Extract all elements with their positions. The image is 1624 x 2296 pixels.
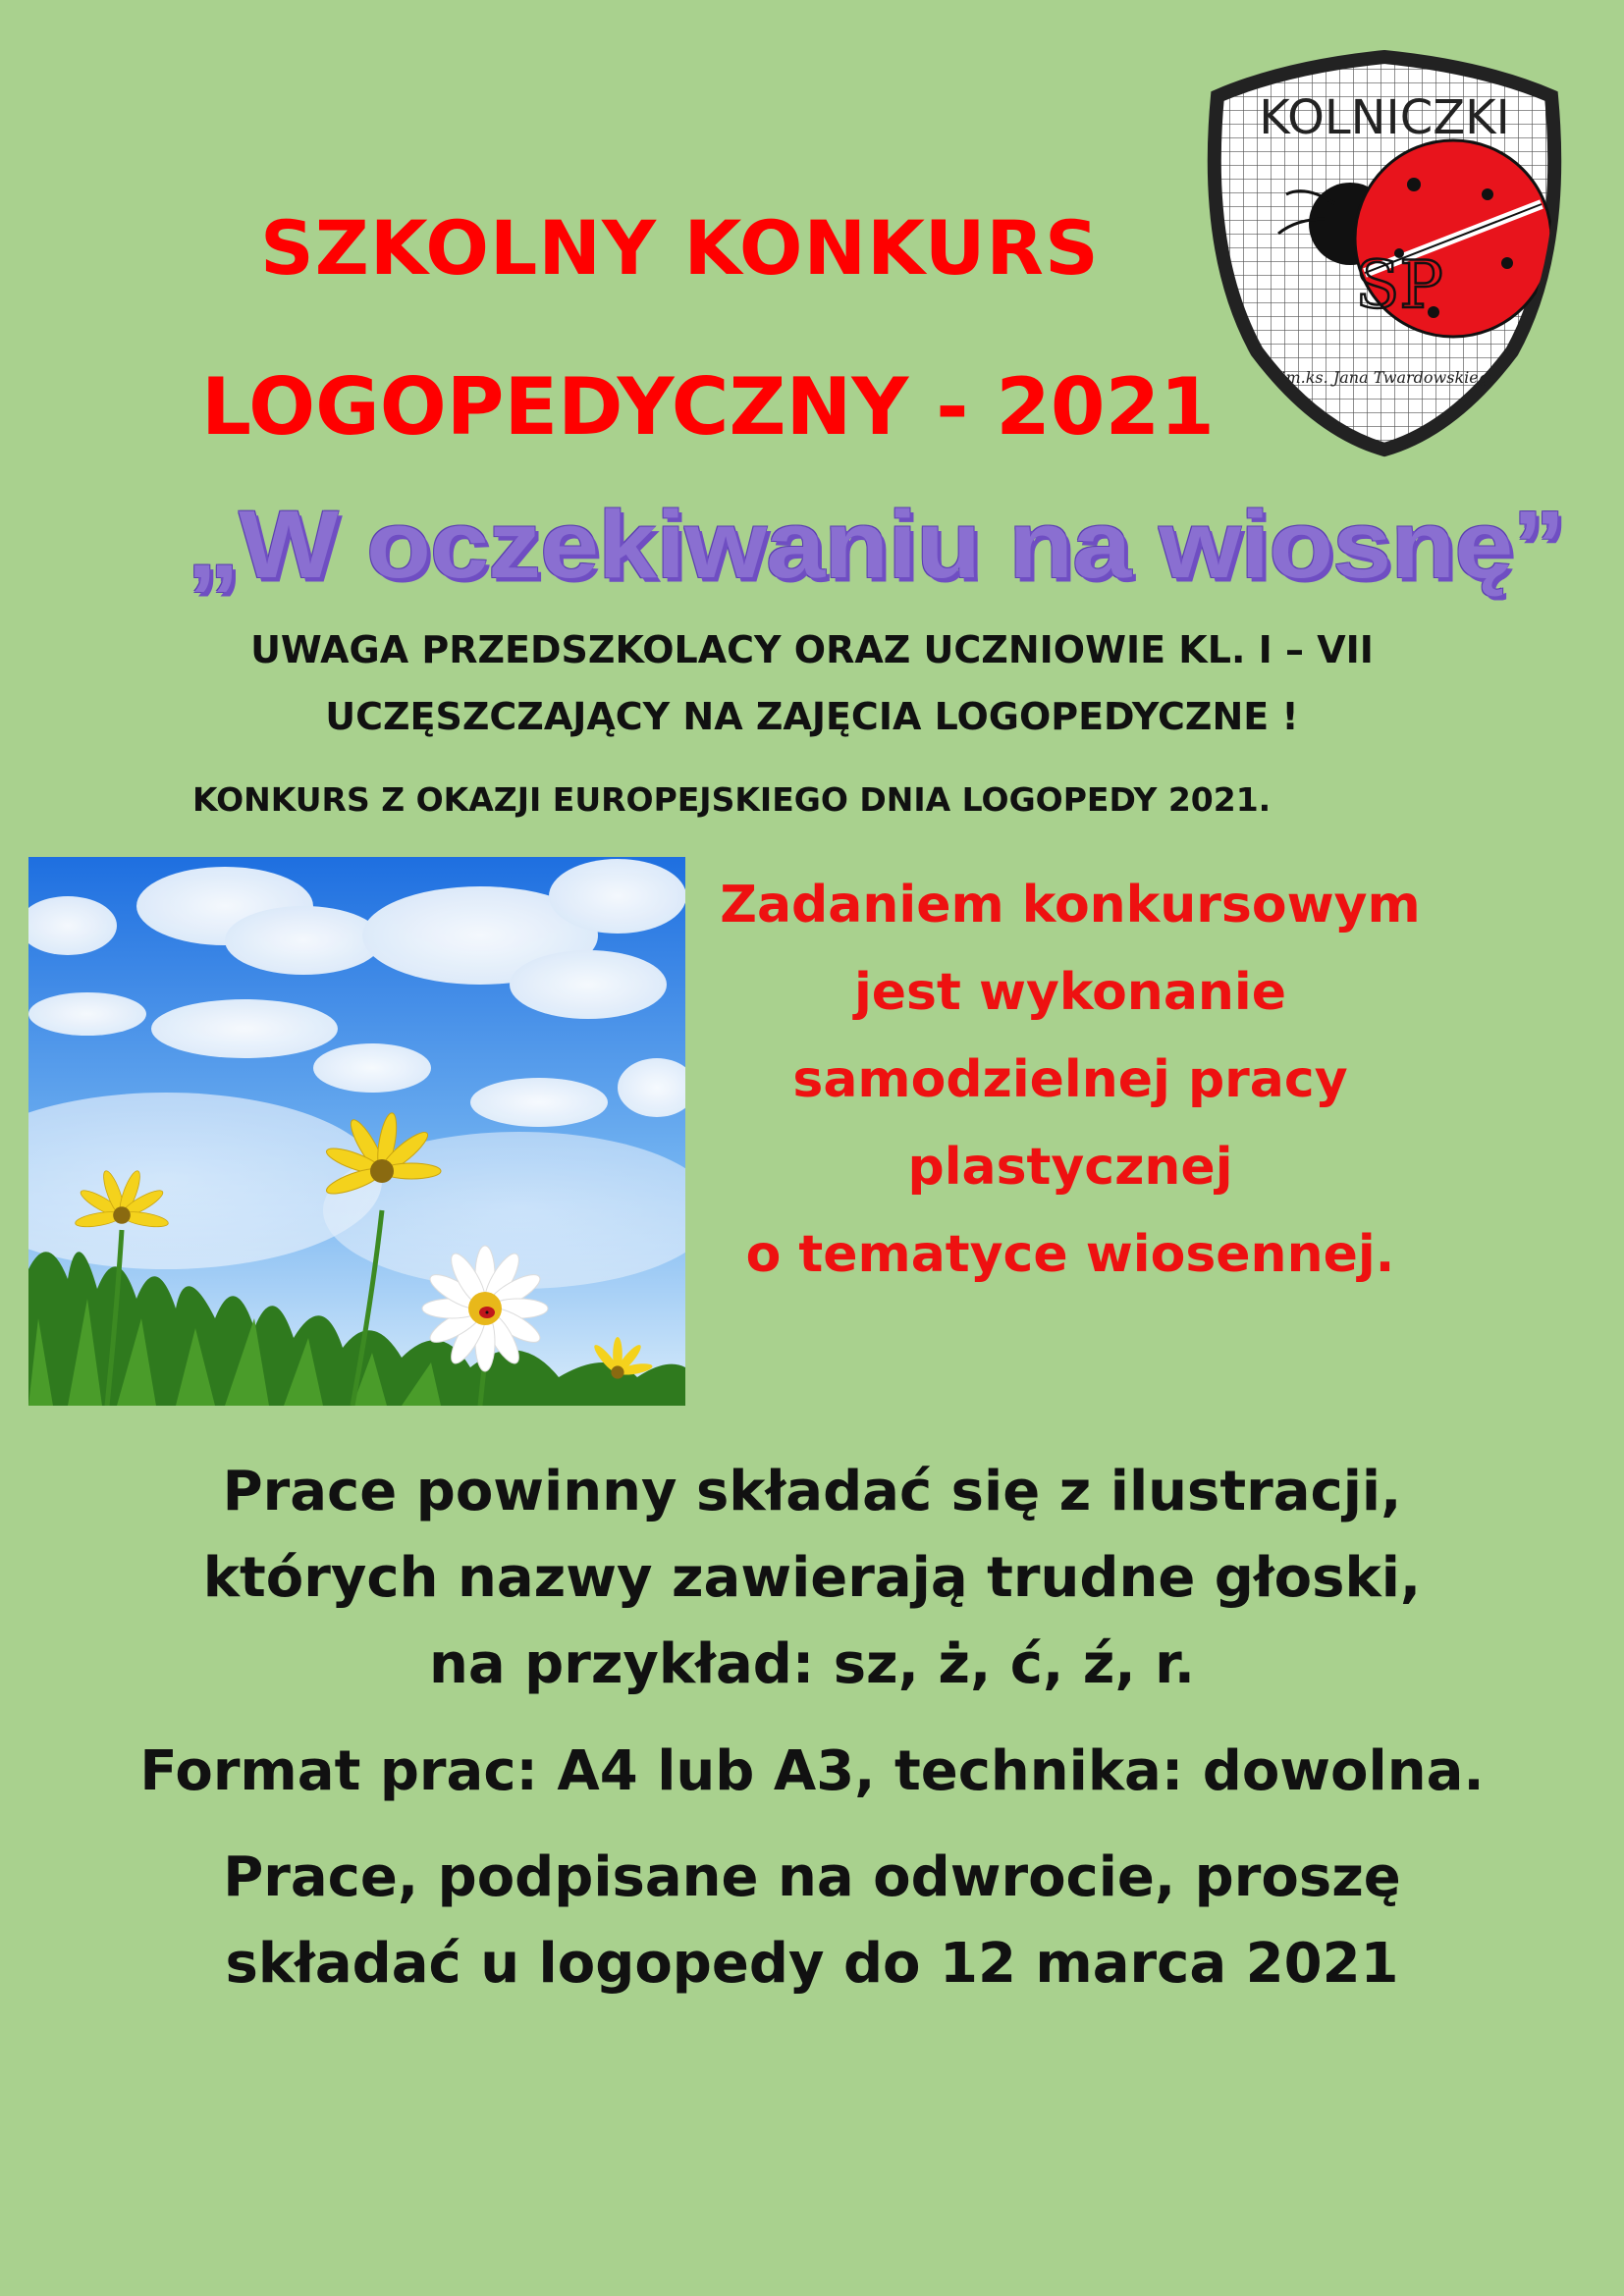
task-description: [687, 862, 1453, 1299]
logo-initials: SP: [1355, 247, 1443, 323]
notice-line-2: UCZĘSZCZAJĄCY NA ZAJĘCIA LOGOPEDYCZNE !: [325, 695, 1299, 738]
task-line: jest wykonanie: [853, 963, 1287, 1022]
submit-info-line-1: Prace, podpisane na odwrocie, proszę: [223, 1845, 1401, 1909]
title-line-2: LOGOPEDYCZNY - 2021: [201, 361, 1215, 453]
subtitle: „W oczekiwaniu na wiosnę”: [187, 490, 1565, 598]
task-line: plastycznej: [907, 1138, 1233, 1197]
notice-line-3: KONKURS Z OKAZJI EUROPEJSKIEGO DNIA LOGOPEDY 2021.: [192, 780, 1272, 819]
task-line: samodzielnej pracy: [792, 1050, 1348, 1109]
logo-name: KOLNICZKI: [1259, 90, 1510, 145]
rules-line-3: na przykład: sz, ż, ć, ź, r.: [428, 1632, 1196, 1696]
rules-line-1: Prace powinny składać się z ilustracji,: [222, 1460, 1402, 1523]
task-line: o tematyce wiosennej.: [745, 1225, 1395, 1284]
rules-line-2: których nazwy zawierają trudne głoski,: [202, 1546, 1422, 1610]
notice-line-1: UWAGA PRZEDSZKOLACY ORAZ UCZNIOWIE KL. I – VII: [250, 628, 1374, 671]
spring-flowers-photo: [28, 857, 685, 1406]
format-info: Format prac: A4 lub A3, technika: dowolna.: [139, 1739, 1485, 1803]
submit-info-line-2: składać u logopedy do 12 marca 2021: [225, 1932, 1399, 1996]
school-logo: [1188, 27, 1581, 459]
title-line-1: SZKOLNY KONKURS: [260, 204, 1100, 292]
logo-patron: im.ks. Jana Twardowskiego: [1280, 368, 1498, 387]
task-line: Zadaniem konkursowym: [720, 876, 1421, 934]
